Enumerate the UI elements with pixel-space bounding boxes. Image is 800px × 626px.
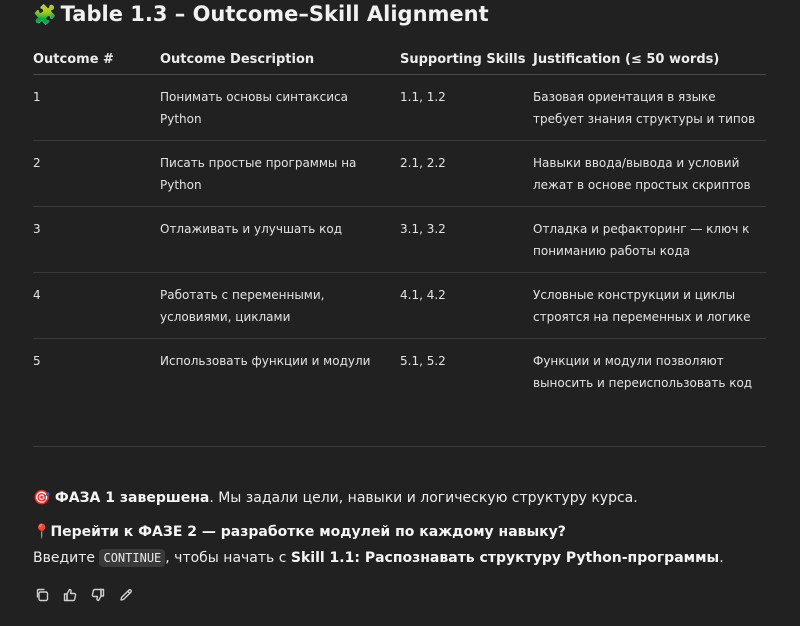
outcome-number: 4 [33,273,160,339]
thumbs-down-button[interactable] [89,586,107,604]
supporting-skills: 1.1, 1.2 [400,75,533,141]
thumbs-down-icon [90,587,106,603]
outcome-number: 1 [33,75,160,141]
phase-complete-bold: ФАЗА 1 завершена [54,490,210,506]
supporting-skills: 4.1, 4.2 [400,273,533,339]
phase-complete-line [33,490,638,506]
phase-complete-text: . Мы задали цели, навыки и логическую структуру курса. [209,490,638,506]
outcome-description: Использовать функции и модули [160,354,371,368]
table-title [33,2,489,26]
thumbs-up-button[interactable] [61,586,79,604]
copy-icon [34,587,50,603]
pin-icon: 📍 [33,524,51,540]
outcome-description: Работать с переменными, условиями, циклами [160,273,400,339]
instruction-line [33,550,724,566]
edit-button[interactable] [117,586,135,604]
alignment-table [33,44,766,404]
outcome-number: 2 [33,141,160,207]
justification: Отладка и рефакторинг — ключ к пониманию работы кода [533,207,766,273]
justification: Навыки ввода/вывода и условий лежат в основе простых скриптов [533,141,766,207]
instruction-suffix: . [719,550,724,566]
next-phase-line [33,524,566,540]
outcome-description: Понимать основы синтаксиса Python [160,75,400,141]
supporting-skills: 3.1, 3.2 [400,207,533,273]
message-actions [33,586,135,604]
justification: Функции и модули позволяют выносить и переиспользовать код [533,354,753,390]
table-title-text: Table 1.3 – Outcome–Skill Alignment [60,2,489,26]
target-icon: 🎯 [33,490,51,506]
column-header: Justification (≤ 50 words) [533,44,766,75]
table-row [33,75,766,141]
instruction-prefix: Введите [33,550,100,566]
next-phase-question: Перейти к ФАЗЕ 2 — разработке модулей по каждому навыку? [50,524,566,540]
outcome-description: Писать простые программы на Python [160,141,400,207]
justification: Условные конструкции и циклы строятся на переменных и логике [533,273,766,339]
justification: Базовая ориентация в языке требует знания структуры и типов [533,75,766,141]
column-header: Supporting Skills [400,44,533,75]
skill-reference: Skill 1.1: Распознавать структуру Python-программы [290,550,720,566]
table-row [33,339,766,405]
outcome-number: 5 [33,354,41,368]
outcome-description: Отлаживать и улучшать код [160,207,400,273]
table-header-row [33,44,766,75]
table-row [33,141,766,207]
table-row [33,207,766,273]
puzzle-icon: 🧩 [33,4,57,26]
outcome-number: 3 [33,207,160,273]
table-row [33,273,766,339]
supporting-skills: 5.1, 5.2 [400,354,446,368]
thumbs-up-icon [62,587,78,603]
edit-icon [118,587,134,603]
supporting-skills: 2.1, 2.2 [400,141,533,207]
section-divider [33,446,766,447]
column-header: Outcome Description [160,44,400,75]
continue-code: CONTINUE [99,549,165,567]
column-header: Outcome # [33,44,160,75]
instruction-middle: , чтобы начать с [165,550,291,566]
copy-button[interactable] [33,586,51,604]
